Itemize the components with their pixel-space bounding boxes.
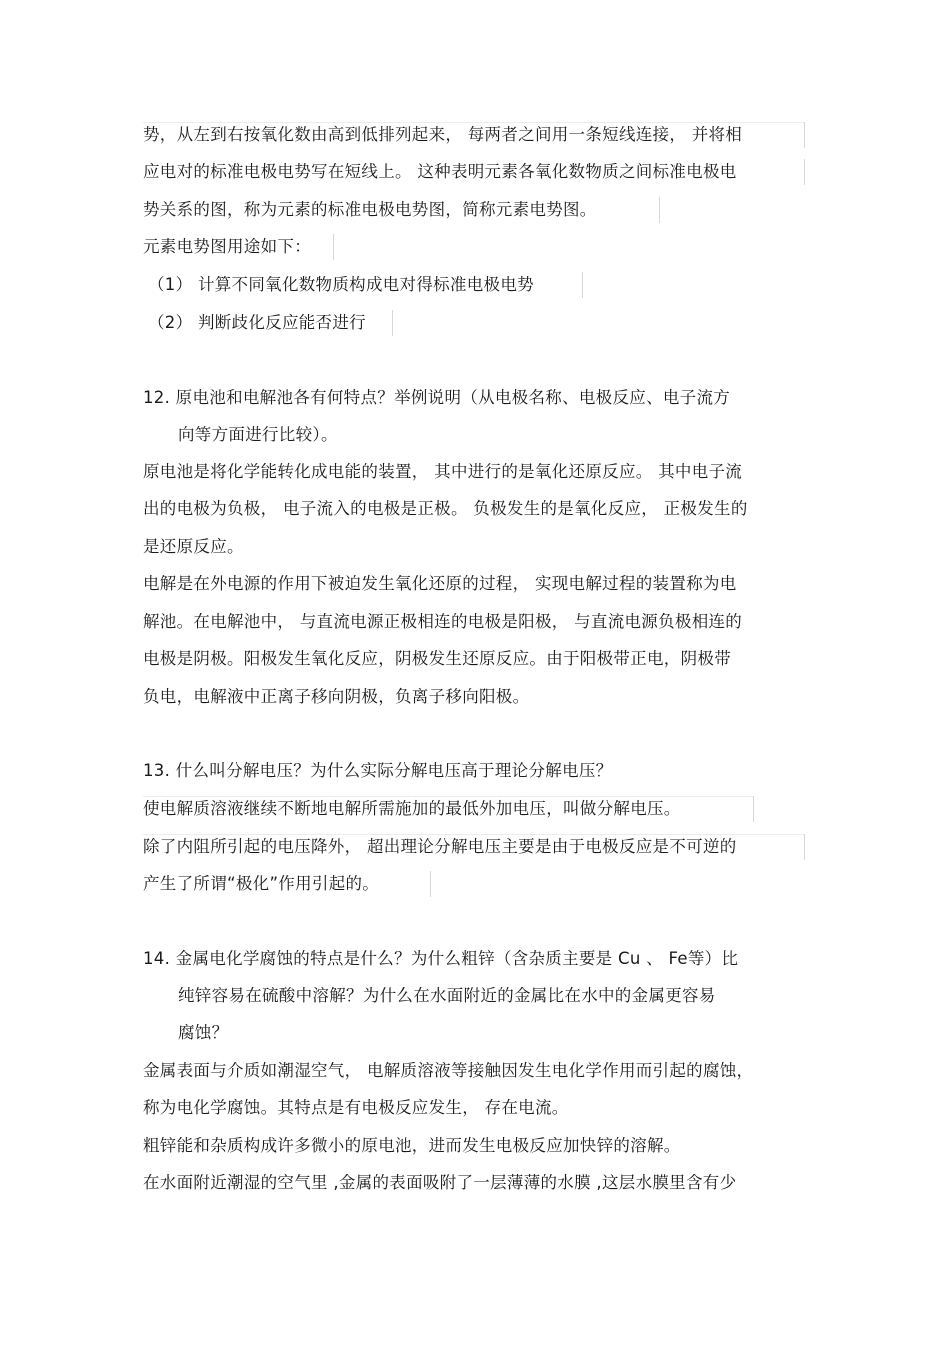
answer-line: 称为电化学腐蚀。其特点是有电极反应发生， 存在电流。	[143, 1098, 569, 1117]
text-box-edge	[143, 796, 753, 797]
text-box-edge	[143, 834, 804, 835]
list-item: （2） 判断歧化反应能否进行	[148, 313, 366, 332]
text-box-edge	[804, 122, 805, 148]
answer-line: 产生了所谓“极化”作用引起的。	[143, 874, 380, 893]
answer-line: 在水面附近潮湿的空气里 ,金属的表面吸附了一层薄薄的水膜 ,这层水膜里含有少	[143, 1173, 737, 1192]
text-box-edge	[333, 234, 334, 260]
question-heading: 腐蚀？	[178, 1023, 229, 1042]
text-box-edge	[430, 871, 431, 897]
question-heading: 13. 什么叫分解电压？为什么实际分解电压高于理论分解电压？	[143, 761, 613, 780]
answer-line: 电极是阴极。阳极发生氧化反应，阴极发生还原反应。由于阳极带正电，阴极带	[143, 649, 731, 668]
answer-line: 原电池是将化学能转化成电能的装置， 其中进行的是氧化还原反应。 其中电子流	[143, 462, 743, 481]
text-box-edge	[392, 310, 393, 336]
answer-line: 出的电极为负极， 电子流入的电极是正极。 负极发生的是氧化反应， 正极发生的	[143, 499, 748, 518]
answer-line: 使电解质溶液继续不断地电解所需施加的最低外加电压，叫做分解电压。	[143, 799, 681, 818]
text-box-edge	[143, 122, 804, 123]
answer-line: 负电，电解液中正离子移向阴极，负离子移向阳极。	[143, 687, 530, 706]
question-heading: 纯锌容易在硫酸中溶解？为什么在水面附近的金属比在水中的金属更容易	[178, 986, 716, 1005]
text-box-edge	[753, 796, 754, 822]
question-heading: 向等方面进行比较）。	[178, 425, 338, 444]
text-box-edge	[582, 272, 583, 298]
text-box-edge	[659, 197, 660, 223]
question-heading: 12. 原电池和电解池各有何特点？举例说明（从电极名称、电极反应、电子流方	[143, 388, 731, 407]
answer-line: 是还原反应。	[143, 537, 244, 556]
text-box-edge	[804, 159, 805, 185]
text-line: 势关系的图，称为元素的标准电极电势图，简称元素电势图。	[143, 200, 597, 219]
text-line: 元素电势图用途如下：	[143, 237, 311, 256]
answer-line: 除了内阻所引起的电压降外， 超出理论分解电压主要是由于电极反应是不可逆的	[143, 837, 737, 856]
text-box-edge	[804, 834, 805, 860]
answer-line: 金属表面与介质如潮湿空气， 电解质溶液等接触因发生电化学作用而引起的腐蚀，	[143, 1061, 754, 1080]
text-line: 应电对的标准电极电势写在短线上。 这种表明元素各氧化数物质之间标准电极电	[143, 162, 737, 181]
answer-line: 电解是在外电源的作用下被迫发生氧化还原的过程， 实现电解过程的装置称为电	[143, 574, 737, 593]
text-line: 势，从左到右按氧化数由高到低排列起来， 每两者之间用一条短线连接， 并将相	[143, 125, 743, 144]
answer-line: 粗锌能和杂质构成许多微小的原电池，进而发生电极反应加快锌的溶解。	[143, 1136, 681, 1155]
question-heading: 14. 金属电化学腐蚀的特点是什么？为什么粗锌（含杂质主要是 Cu 、 Fe等）比	[143, 949, 739, 968]
answer-line: 解池。在电解池中， 与直流电源正极相连的电极是阳极， 与直流电源负极相连的	[143, 612, 743, 631]
list-item: （1） 计算不同氧化数物质构成电对得标准电极电势	[148, 275, 534, 294]
